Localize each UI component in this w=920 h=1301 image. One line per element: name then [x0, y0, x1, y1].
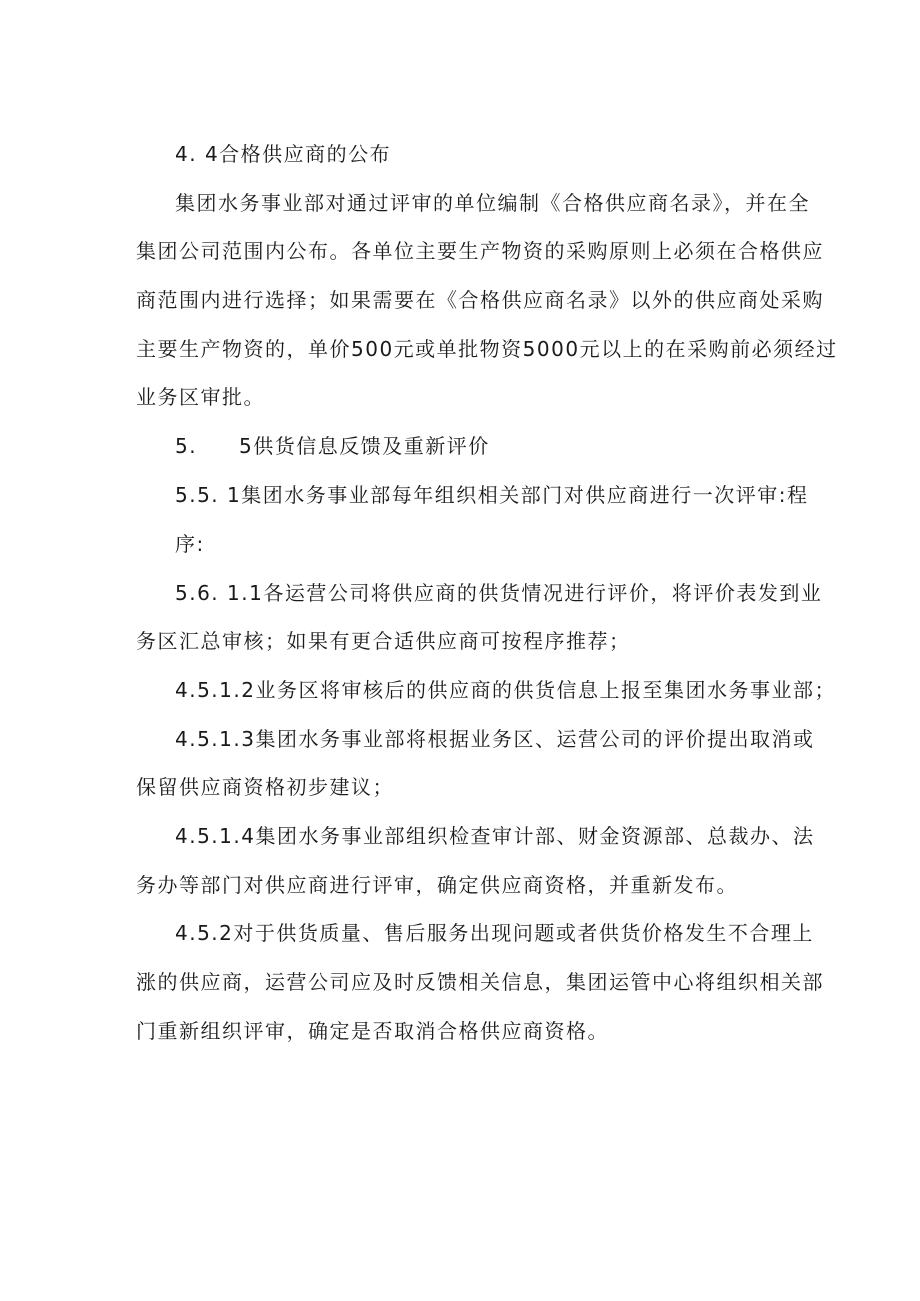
section-heading-5-number: 5.	[175, 434, 198, 458]
paragraph-line: 5.6. 1.1各运营公司将供应商的供货情况进行评价，将评价表发到业	[175, 581, 823, 605]
paragraph-line: 4.5.1.2业务区将审核后的供应商的供货信息上报至集团水务事业部；	[175, 678, 836, 702]
paragraph-line: 业务区审批。	[136, 385, 265, 409]
paragraph-line: 4.5.1.3集团水务事业部将根据业务区、运营公司的评价提出取消或	[175, 727, 815, 751]
section-heading-4-4: 4. 4合格供应商的公布	[175, 142, 392, 166]
paragraph-line: 4.5.1.4集团水务事业部组织检查审计部、财金资源部、总裁办、法	[175, 824, 815, 848]
paragraph-line: 门重新组织评审，确定是否取消合格供应商资格。	[136, 1019, 609, 1043]
paragraph-line: 5.5. 1集团水务事业部每年组织相关部门对供应商进行一次评审:程	[175, 483, 809, 507]
section-heading-5-text: 5供货信息反馈及重新评价	[239, 434, 490, 458]
paragraph-line: 集团公司范围内公布。各单位主要生产物资的采购原则上必须在合格供应	[136, 239, 824, 263]
paragraph-line: 序:	[175, 532, 205, 556]
paragraph-line: 商范围内进行选择；如果需要在《合格供应商名录》以外的供应商处采购	[136, 288, 824, 312]
paragraph-line: 务区汇总审核；如果有更合适供应商可按程序推荐；	[136, 629, 631, 653]
paragraph-line: 集团水务事业部对通过评审的单位编制《合格供应商名录》，并在全	[175, 191, 810, 215]
paragraph-line: 保留供应商资格初步建议；	[136, 775, 394, 799]
paragraph-line: 务办等部门对供应商进行评审，确定供应商资格，并重新发布。	[136, 873, 738, 897]
paragraph-line: 主要生产物资的，单价500元或单批物资5000元以上的在采购前必须经过	[136, 337, 838, 361]
paragraph-line: 涨的供应商，运营公司应及时反馈相关信息，集团运管中心将组织相关部	[136, 970, 824, 994]
paragraph-line: 4.5.2对于供货质量、售后服务出现问题或者供货价格发生不合理上	[175, 921, 814, 945]
